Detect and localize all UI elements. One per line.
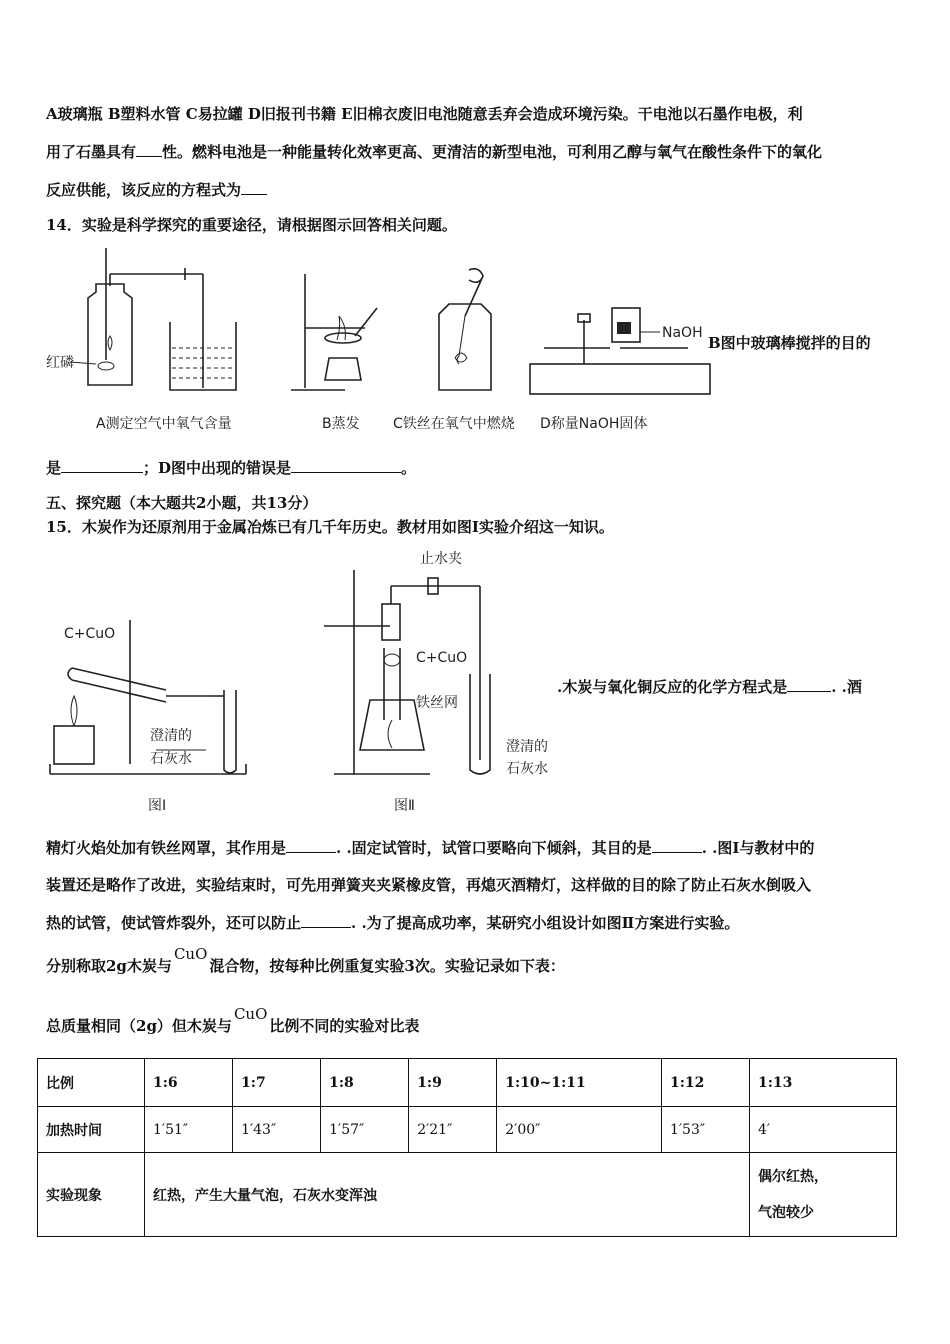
answer-blank[interactable] xyxy=(787,677,831,692)
q15-side-b: . .酒 xyxy=(831,678,862,696)
paragraph-line-4 xyxy=(46,945,565,976)
paragraph-4b: 混合物，按每种比例重复实验3次。实验记录如下表： xyxy=(209,957,565,975)
table-cell: 1′43″ xyxy=(233,1107,321,1153)
table-cell: 1:13 xyxy=(750,1059,897,1107)
figure-14-a xyxy=(40,240,260,400)
paragraph-line-3 xyxy=(46,912,739,933)
table-row-heating-time xyxy=(38,1107,897,1153)
question-15: 15．木炭作为还原剂用于金属冶炼已有几千年历史。教材用如图Ⅰ实验介绍这一知识。 xyxy=(46,518,614,536)
figure-14-c xyxy=(425,262,505,398)
caption-d: D称量NaOH固体 xyxy=(540,416,648,432)
label-c-cuo-2: C+CuO xyxy=(416,650,468,666)
table-cell: 1:8 xyxy=(321,1059,409,1107)
label-red-phosphorus: 红磷 xyxy=(46,355,74,371)
question-14: 14．实验是科学探究的重要途径，请根据图示回答相关问题。 xyxy=(46,216,457,234)
q14-answer-b: ；D图中出现的错误是 xyxy=(143,459,292,477)
answer-blank[interactable] xyxy=(61,458,143,473)
answer-blank[interactable] xyxy=(136,142,162,157)
q15-side-text xyxy=(557,676,862,697)
table-header: 实验现象 xyxy=(38,1153,145,1237)
table-cell: 1′51″ xyxy=(145,1107,233,1153)
caption-b: B蒸发 xyxy=(322,416,360,432)
table-header: 加热时间 xyxy=(38,1107,145,1153)
formula-cuo: CuO xyxy=(233,1005,268,1023)
paragraph-1b: . .固定试管时，试管口要略向下倾斜，其目的是 xyxy=(336,839,652,857)
paragraph-3a: 热的试管，使试管炸裂外，还可以防止 xyxy=(46,914,302,932)
answer-blank[interactable] xyxy=(652,838,702,853)
table-title-b: 比例不同的实验对比表 xyxy=(269,1017,420,1035)
table-cell: 1:12 xyxy=(661,1059,749,1107)
caption-a: A测定空气中氧气含量 xyxy=(96,416,232,432)
caption-c: C铁丝在氧气中燃烧 xyxy=(393,416,515,432)
figure-14-b xyxy=(285,270,405,400)
paragraph-line-2: 装置还是略作了改进，实验结束时，可先用弹簧夹夹紧橡皮管，再熄灭酒精灯，这样做的目的除了防止石灰水倒吸入 xyxy=(46,876,812,894)
text-line-3 xyxy=(46,179,267,200)
table-cell xyxy=(750,1153,897,1237)
table-cell: 红热，产生大量气泡，石灰水变浑浊 xyxy=(145,1153,750,1237)
table-cell: 1:7 xyxy=(233,1059,321,1107)
q14-answer-a: 是 xyxy=(46,459,62,477)
table-header: 比例 xyxy=(38,1059,145,1107)
text-line-2a: 用了石墨具有 xyxy=(46,143,137,161)
label-naoh: NaOH xyxy=(662,325,703,341)
label-water-clamp: 止水夹 xyxy=(420,551,462,567)
table-cell: 1:6 xyxy=(145,1059,233,1107)
table-title-a: 总质量相同（2g）但木炭与 xyxy=(46,1017,232,1035)
label-limewater-1b: 石灰水 xyxy=(150,751,192,767)
paragraph-1c: . .图Ⅰ与教材中的 xyxy=(701,839,815,857)
text-line-2 xyxy=(46,141,822,162)
paragraph-line-1 xyxy=(46,837,814,858)
table-row-phenomenon xyxy=(38,1153,897,1237)
answer-blank[interactable] xyxy=(301,913,351,928)
answer-blank[interactable] xyxy=(286,838,336,853)
paragraph-1a: 精灯火焰处加有铁丝网罩，其作用是 xyxy=(46,839,287,857)
caption-fig-ii: 图Ⅱ xyxy=(394,798,415,814)
q14-side-text: B图中玻璃棒搅拌的目的 xyxy=(708,334,871,352)
table-cell: 2′00″ xyxy=(497,1107,662,1153)
q14-answer-c: 。 xyxy=(401,459,417,477)
label-limewater-2a: 澄清的 xyxy=(506,739,548,755)
table-cell: 4′ xyxy=(750,1107,897,1153)
table-row-ratio xyxy=(38,1059,897,1107)
figure-14-d xyxy=(520,300,710,400)
answer-blank[interactable] xyxy=(241,180,267,195)
q15-side-a: .木炭与氧化铜反应的化学方程式是 xyxy=(557,678,788,696)
table-cell-text: 气泡较少 xyxy=(758,1204,815,1221)
section-5-heading: 五、探究题（本大题共2小题，共13分） xyxy=(46,494,318,512)
table-cell-text: 偶尔红热， xyxy=(758,1168,829,1185)
experiment-table xyxy=(37,1058,897,1237)
table-cell: 1′57″ xyxy=(321,1107,409,1153)
table-cell: 1:10~1:11 xyxy=(497,1059,662,1107)
paragraph-4a: 分别称取2g木炭与 xyxy=(46,957,172,975)
label-limewater-2b: 石灰水 xyxy=(506,761,548,777)
text-line-1: A玻璃瓶 B塑料水管 C易拉罐 D旧报刊书籍 E旧棉衣废旧电池随意丢弃会造成环境污染。干电池以石墨作电极，利 xyxy=(46,105,803,123)
paragraph-3b: . .为了提高成功率，某研究小组设计如图Ⅱ方案进行实验。 xyxy=(351,914,740,932)
table-cell: 1:9 xyxy=(409,1059,497,1107)
label-limewater-1a: 澄清的 xyxy=(150,728,192,744)
label-iron-mesh: 铁丝网 xyxy=(416,695,458,711)
answer-blank[interactable] xyxy=(291,458,401,473)
caption-fig-i: 图Ⅰ xyxy=(148,798,167,814)
formula-cuo: CuO xyxy=(173,945,208,963)
table-cell: 2′21″ xyxy=(409,1107,497,1153)
q14-answer-line xyxy=(46,457,416,478)
table-cell: 1′53″ xyxy=(661,1107,749,1153)
text-line-3a: 反应供能，该反应的方程式为 xyxy=(46,181,242,199)
table-title xyxy=(46,1005,420,1036)
text-line-2b: 性。燃料电池是一种能量转化效率更高、更清洁的新型电池，可利用乙醇与氧气在酸性条件下的氧化 xyxy=(162,143,823,161)
label-c-cuo-1: C+CuO xyxy=(64,626,116,642)
